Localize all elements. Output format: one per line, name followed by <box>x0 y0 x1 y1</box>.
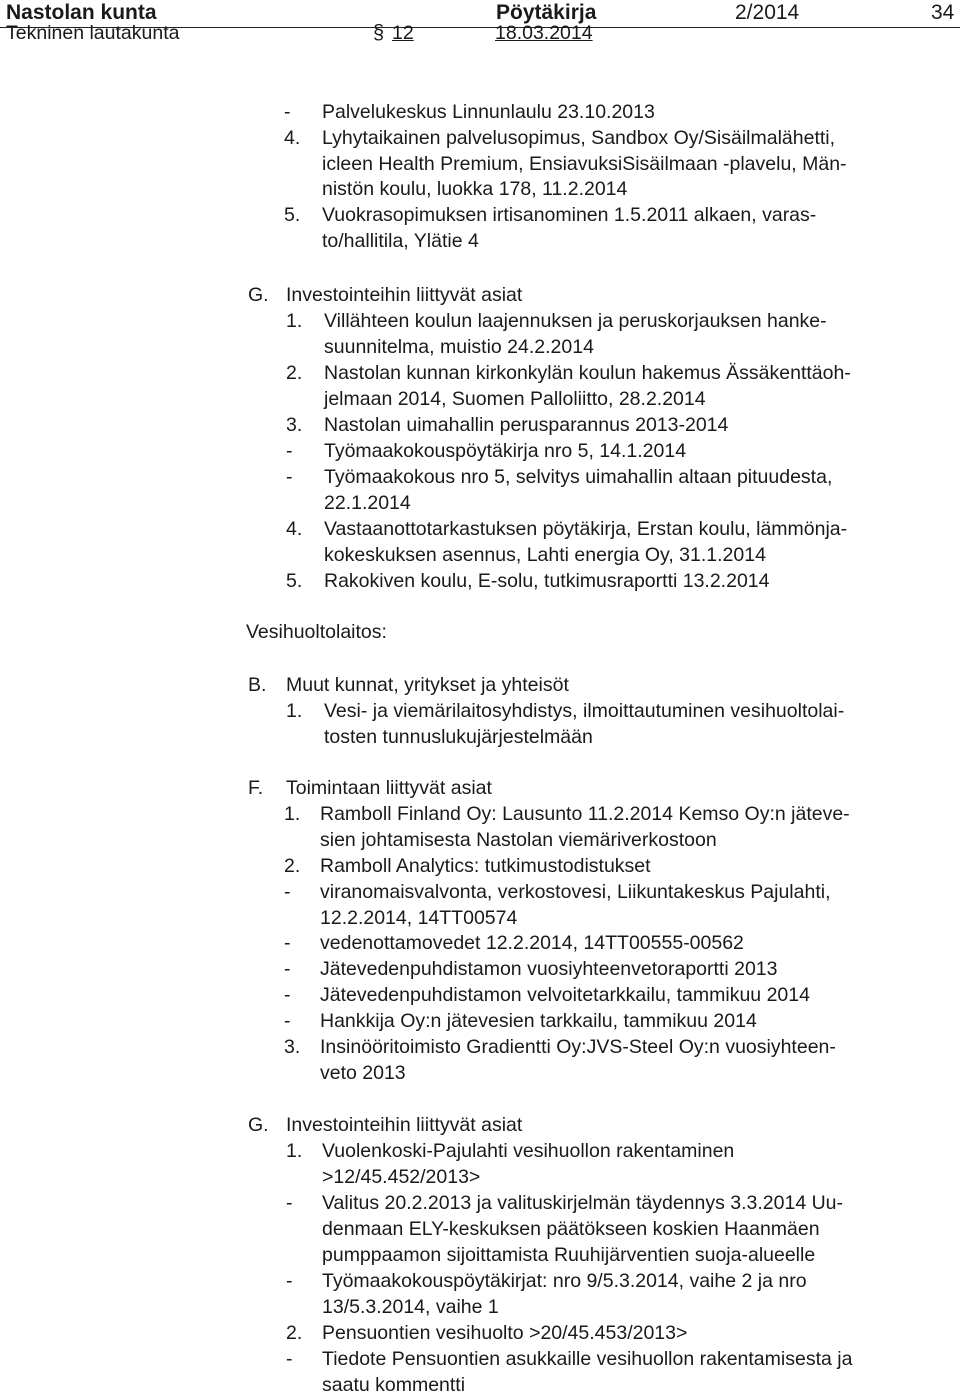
list-item-text: Vuolenkoski-Pajulahti vesihuollon rakentaminen <box>322 1140 735 1162</box>
section-heading: Toimintaan liittyvät asiat <box>286 777 492 799</box>
list-marker: 1. <box>286 1140 303 1162</box>
list-item-text: kokeskuksen asennus, Lahti energia Oy, 31.1.2014 <box>324 544 766 566</box>
list-item-text: Lyhytaikainen palvelusopimus, Sandbox Oy/Sisäilmalähetti, <box>322 127 836 149</box>
list-marker: 3. <box>286 414 303 436</box>
list-item-text: Vesihuoltolaitos: <box>246 621 387 643</box>
list-item-text: Jätevedenpuhdistamon vuosiyhteenvetoraportti 2013 <box>320 958 778 980</box>
meeting-date: 18.03.2014 <box>495 22 593 44</box>
list-item-text: >12/45.452/2013> <box>322 1166 481 1188</box>
list-item-text: Insinööritoimisto Gradientti Oy:JVS-Steel Oy:n vuosiyhteen- <box>320 1036 836 1058</box>
list-item-text: Valitus 20.2.2013 ja valituskirjelmän täydennys 3.3.2014 Uu- <box>322 1192 844 1214</box>
list-marker: G. <box>248 284 269 306</box>
list-marker: 5. <box>286 570 303 592</box>
list-marker: - <box>286 1192 293 1214</box>
list-marker: - <box>284 932 291 954</box>
list-marker: - <box>286 440 293 462</box>
list-item-text: Jätevedenpuhdistamon velvoitetarkkailu, tammikuu 2014 <box>320 984 810 1006</box>
list-item-text: Villähteen koulun laajennuksen ja peruskorjauksen hanke- <box>324 310 827 332</box>
list-item-text: veto 2013 <box>320 1062 406 1084</box>
section-sign-icon <box>373 22 384 42</box>
list-item-text: Työmaakokous nro 5, selvitys uimahallin altaan pituudesta, <box>324 466 833 488</box>
list-marker: 2. <box>284 855 301 877</box>
page-number: 34 <box>931 1 955 24</box>
list-item-text: nistön koulu, luokka 178, 11.2.2014 <box>322 178 628 200</box>
list-marker: - <box>284 1010 291 1032</box>
list-marker: 2. <box>286 362 303 384</box>
list-item-text: Palvelukeskus Linnunlaulu 23.10.2013 <box>322 101 655 123</box>
list-item-text: Ramboll Finland Oy: Lausunto 11.2.2014 Kemso Oy:n jäteve- <box>320 803 850 825</box>
list-item-text: icleen Health Premium, EnsiavuksiSisäilmaan -plavelu, Män- <box>322 153 847 175</box>
list-item-text: vedenottamovedet 12.2.2014, 14TT00555-00562 <box>320 932 744 954</box>
board-name: Tekninen lautakunta <box>6 22 180 44</box>
list-item-text: Rakokiven koulu, E-solu, tutkimusraportti 13.2.2014 <box>324 570 770 592</box>
list-item-text: pumppaamon sijoittamista Ruuhijärventien suoja-alueelle <box>322 1244 816 1266</box>
svg-text:§: § <box>373 22 384 42</box>
list-item-text: jelmaan 2014, Suomen Palloliitto, 28.2.2014 <box>324 388 706 410</box>
list-item-text: tosten tunnuslukujärjestelmään <box>324 726 593 748</box>
list-marker: - <box>284 881 291 903</box>
list-marker: 2. <box>286 1322 303 1344</box>
list-marker: - <box>286 1270 293 1292</box>
list-item-text: 22.1.2014 <box>324 492 411 514</box>
section-mark <box>373 22 384 42</box>
list-item-text: suunnitelma, muistio 24.2.2014 <box>324 336 594 358</box>
list-item-text: to/hallitila, Ylätie 4 <box>322 230 479 252</box>
section-number: 12 <box>392 22 414 44</box>
list-marker: G. <box>248 1114 269 1136</box>
list-item-text: 12.2.2014, 14TT00574 <box>320 907 518 929</box>
list-item-text: Työmaakokouspöytäkirja nro 5, 14.1.2014 <box>324 440 687 462</box>
list-item-text: Tiedote Pensuontien asukkaille vesihuollon rakentamisesta ja <box>322 1348 853 1370</box>
list-item-text: Työmaakokouspöytäkirjat: nro 9/5.3.2014, vaihe 2 ja nro <box>322 1270 807 1292</box>
list-marker: 1. <box>286 310 303 332</box>
list-item-text: sien johtamisesta Nastolan viemäriverkostoon <box>320 829 717 851</box>
list-item-text: Ramboll Analytics: tutkimustodistukset <box>320 855 651 877</box>
list-item-text: Vastaanottotarkastuksen pöytäkirja, Erstan koulu, lämmönja- <box>324 518 848 540</box>
list-marker: 1. <box>286 700 303 722</box>
list-item-text: viranomaisvalvonta, verkostovesi, Liikuntakeskus Pajulahti, <box>320 881 831 903</box>
section-heading: Muut kunnat, yritykset ja yhteisöt <box>286 674 569 696</box>
list-item-text: Vesi- ja viemärilaitosyhdistys, ilmoittautuminen vesihuoltolai- <box>324 700 845 722</box>
list-item-text: Hankkija Oy:n jätevesien tarkkailu, tammikuu 2014 <box>320 1010 757 1032</box>
list-item-text: Pensuontien vesihuolto >20/45.453/2013> <box>322 1322 688 1344</box>
list-item-text: 13/5.3.2014, vaihe 1 <box>322 1296 499 1318</box>
list-marker: F. <box>248 777 264 799</box>
list-marker: 3. <box>284 1036 301 1058</box>
list-marker: B. <box>248 674 267 696</box>
list-marker: 4. <box>286 518 303 540</box>
section-heading: Investointeihin liittyvät asiat <box>286 284 523 306</box>
list-marker: 5. <box>284 204 301 226</box>
section-heading: Investointeihin liittyvät asiat <box>286 1114 523 1136</box>
list-marker: 1. <box>284 803 301 825</box>
list-marker: - <box>286 1348 293 1370</box>
issue-number: 2/2014 <box>735 1 800 24</box>
municipality-name: Nastolan kunta <box>6 1 157 24</box>
list-item-text: Nastolan kunnan kirkonkylän koulun hakemus Ässäkenttäoh- <box>324 362 851 384</box>
list-item-text: Nastolan uimahallin perusparannus 2013-2014 <box>324 414 729 436</box>
list-marker: - <box>284 101 291 123</box>
list-item-text: Vuokrasopimuksen irtisanominen 1.5.2011 alkaen, varas- <box>322 204 817 226</box>
list-item-text: saatu kommentti <box>322 1374 466 1396</box>
list-item-text: denmaan ELY-keskuksen päätökseen koskien Haanmäen <box>322 1218 820 1240</box>
list-marker: - <box>284 984 291 1006</box>
list-marker: 4. <box>284 127 301 149</box>
list-marker: - <box>284 958 291 980</box>
document-type: Pöytäkirja <box>496 1 597 24</box>
list-marker: - <box>286 466 293 488</box>
